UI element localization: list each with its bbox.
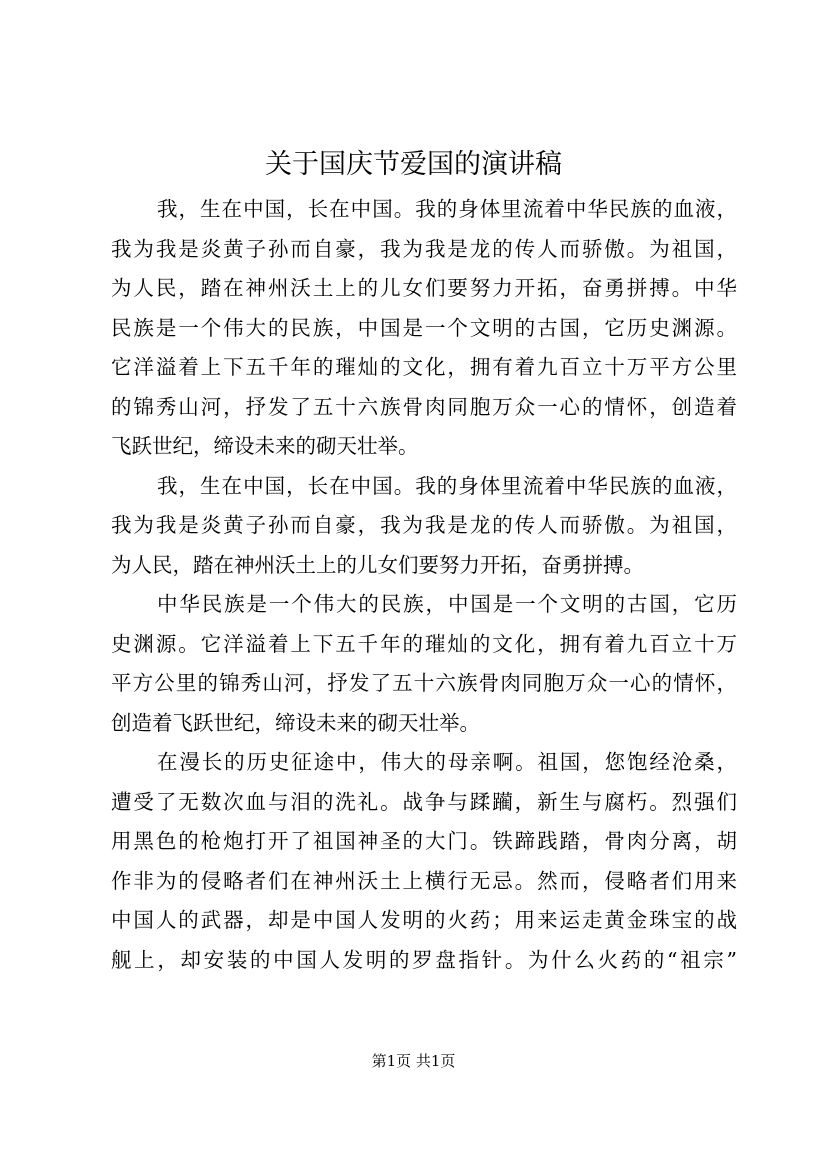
paragraph-line: 中华民族是一个伟大的民族，中国是一个文明的古国，它历	[157, 592, 737, 616]
paragraph-line: 平方公里的锦秀山河，抒发了五十六族骨肉同胞万众一心的情怀，	[111, 671, 737, 695]
document-title: 关于国庆节爱国的演讲稿	[265, 149, 562, 180]
paragraph-line: 遭受了无数次血与泪的洗礼。战争与蹂躏，新生与腐朽。烈强们	[111, 789, 737, 814]
paragraph-line: 创造着飞跃世纪，缔设未来的砌天壮举。	[111, 710, 480, 735]
paragraph-line: 我为我是炎黄子孙而自豪，我为我是龙的传人而骄傲。为祖国，	[111, 236, 737, 261]
paragraph-line: 史渊源。它洋溢着上下五千年的璀灿的文化，拥有着九百立十万	[111, 631, 737, 656]
paragraph-line: 的锦秀山河，抒发了五十六族骨肉同胞万众一心的情怀，创造着	[111, 394, 737, 419]
paragraph	[111, 190, 737, 467]
paragraph-line: 为人民，踏在神州沃土上的儿女们要努力开拓，奋勇拼搏。	[111, 552, 644, 577]
paragraph-line: 我，生在中国，长在中国。我的身体里流着中华民族的血液，	[157, 473, 737, 498]
paragraph	[111, 585, 737, 743]
paragraph-line: 舰上，却安装的中国人发明的罗盘指针。为什么火药的“祖宗”	[111, 947, 737, 972]
paragraph	[111, 743, 737, 980]
paragraph-line: 中国人的武器，却是中国人发明的火药；用来运走黄金珠宝的战	[111, 908, 737, 932]
paragraph-line: 在漫长的历史征途中，伟大的母亲啊。祖国，您饱经沧桑，	[157, 750, 737, 774]
paragraph-line: 我，生在中国，长在中国。我的身体里流着中华民族的血液，	[157, 197, 737, 221]
paragraph-line: 作非为的侵略者们在神州沃土上横行无忌。然而，侵略者们用来	[111, 868, 737, 893]
paragraph-line: 民族是一个伟大的民族，中国是一个文明的古国，它历史渊源。	[111, 315, 737, 340]
paragraph-line: 用黑色的枪炮打开了祖国神圣的大门。铁蹄践踏，骨肉分离，胡	[111, 829, 737, 853]
paragraph	[111, 467, 737, 586]
paragraph-line: 它洋溢着上下五千年的璀灿的文化，拥有着九百立十万平方公里	[111, 355, 737, 379]
page-footer: 第1页 共1页	[371, 1052, 456, 1070]
paragraph-line: 为人民，踏在神州沃土上的儿女们要努力开拓，奋勇拼搏。中华	[111, 276, 737, 300]
paragraph-line: 飞跃世纪，缔设未来的砌天壮举。	[111, 434, 419, 458]
document-body	[111, 190, 737, 980]
paragraph-line: 我为我是炎黄子孙而自豪，我为我是龙的传人而骄傲。为祖国，	[111, 513, 737, 537]
